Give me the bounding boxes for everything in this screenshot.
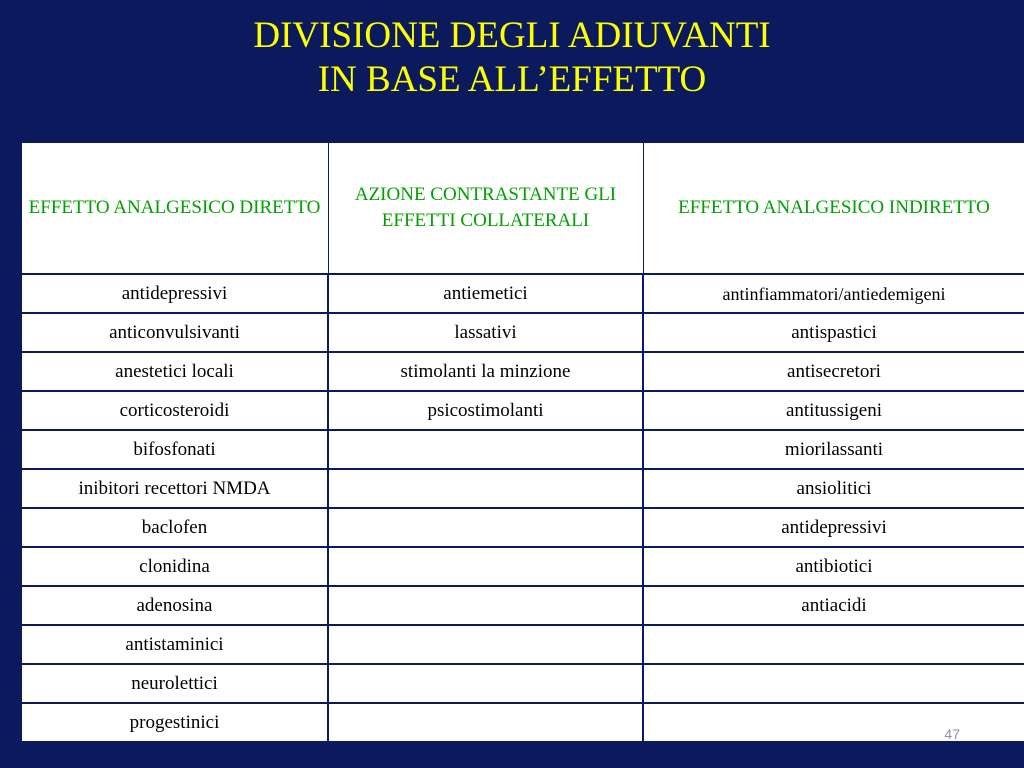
table-cell bbox=[328, 586, 643, 625]
header-direct-analgesic-effect: EFFETTO ANALGESICO DIRETTO bbox=[21, 142, 328, 274]
table-cell: stimolanti la minzione bbox=[328, 352, 643, 391]
table-cell: anestetici locali bbox=[21, 352, 328, 391]
table-cell: antinfiammatori/antiedemigeni bbox=[643, 274, 1024, 313]
table-cell: progestinici bbox=[21, 703, 328, 742]
header-indirect-analgesic-effect: EFFETTO ANALGESICO INDIRETTO bbox=[643, 142, 1024, 274]
slide-title-line-1: DIVISIONE DEGLI ADIUVANTI bbox=[253, 15, 771, 56]
table-cell: lassativi bbox=[328, 313, 643, 352]
table-row bbox=[21, 586, 1024, 625]
table-cell: antispastici bbox=[643, 313, 1024, 352]
table-cell: ansiolitici bbox=[643, 469, 1024, 508]
table-cell: bifosfonati bbox=[21, 430, 328, 469]
table-cell: corticosteroidi bbox=[21, 391, 328, 430]
table-row bbox=[21, 274, 1024, 313]
table-cell bbox=[328, 703, 643, 742]
table-header-row bbox=[21, 142, 1024, 274]
table-cell: antiacidi bbox=[643, 586, 1024, 625]
table-cell bbox=[328, 625, 643, 664]
table-row bbox=[21, 625, 1024, 664]
table-cell bbox=[328, 430, 643, 469]
table-row bbox=[21, 352, 1024, 391]
table-cell: psicostimolanti bbox=[328, 391, 643, 430]
table-cell: miorilassanti bbox=[643, 430, 1024, 469]
table-row bbox=[21, 664, 1024, 703]
slide-title-line-2: IN BASE ALL’EFFETTO bbox=[317, 59, 707, 100]
table-cell: antistaminici bbox=[21, 625, 328, 664]
table-row bbox=[21, 391, 1024, 430]
table-cell bbox=[328, 664, 643, 703]
table-row bbox=[21, 313, 1024, 352]
adjuvants-table bbox=[20, 141, 1024, 743]
table-row bbox=[21, 430, 1024, 469]
table-cell: anticonvulsivanti bbox=[21, 313, 328, 352]
table-row bbox=[21, 508, 1024, 547]
table-cell: antidepressivi bbox=[643, 508, 1024, 547]
table-cell bbox=[328, 547, 643, 586]
table-cell: clonidina bbox=[21, 547, 328, 586]
table-cell: antiemetici bbox=[328, 274, 643, 313]
table-cell: antitussigeni bbox=[643, 391, 1024, 430]
table-cell bbox=[328, 469, 643, 508]
table-cell: neurolettici bbox=[21, 664, 328, 703]
table-cell bbox=[643, 664, 1024, 703]
table-cell bbox=[328, 508, 643, 547]
table-cell: antisecretori bbox=[643, 352, 1024, 391]
table-cell: antidepressivi bbox=[21, 274, 328, 313]
table-cell: adenosina bbox=[21, 586, 328, 625]
table-cell: baclofen bbox=[21, 508, 328, 547]
table-row bbox=[21, 703, 1024, 742]
header-counteracting-side-effects: AZIONE CONTRASTANTE GLI EFFETTI COLLATERALI bbox=[328, 142, 643, 274]
table-cell: antibiotici bbox=[643, 547, 1024, 586]
table-row bbox=[21, 469, 1024, 508]
table-cell bbox=[643, 703, 1024, 742]
table-row bbox=[21, 547, 1024, 586]
slide-page-number: 47 bbox=[944, 726, 960, 742]
table-cell: inibitori recettori NMDA bbox=[21, 469, 328, 508]
table-cell bbox=[643, 625, 1024, 664]
slide-title bbox=[0, 14, 1024, 102]
